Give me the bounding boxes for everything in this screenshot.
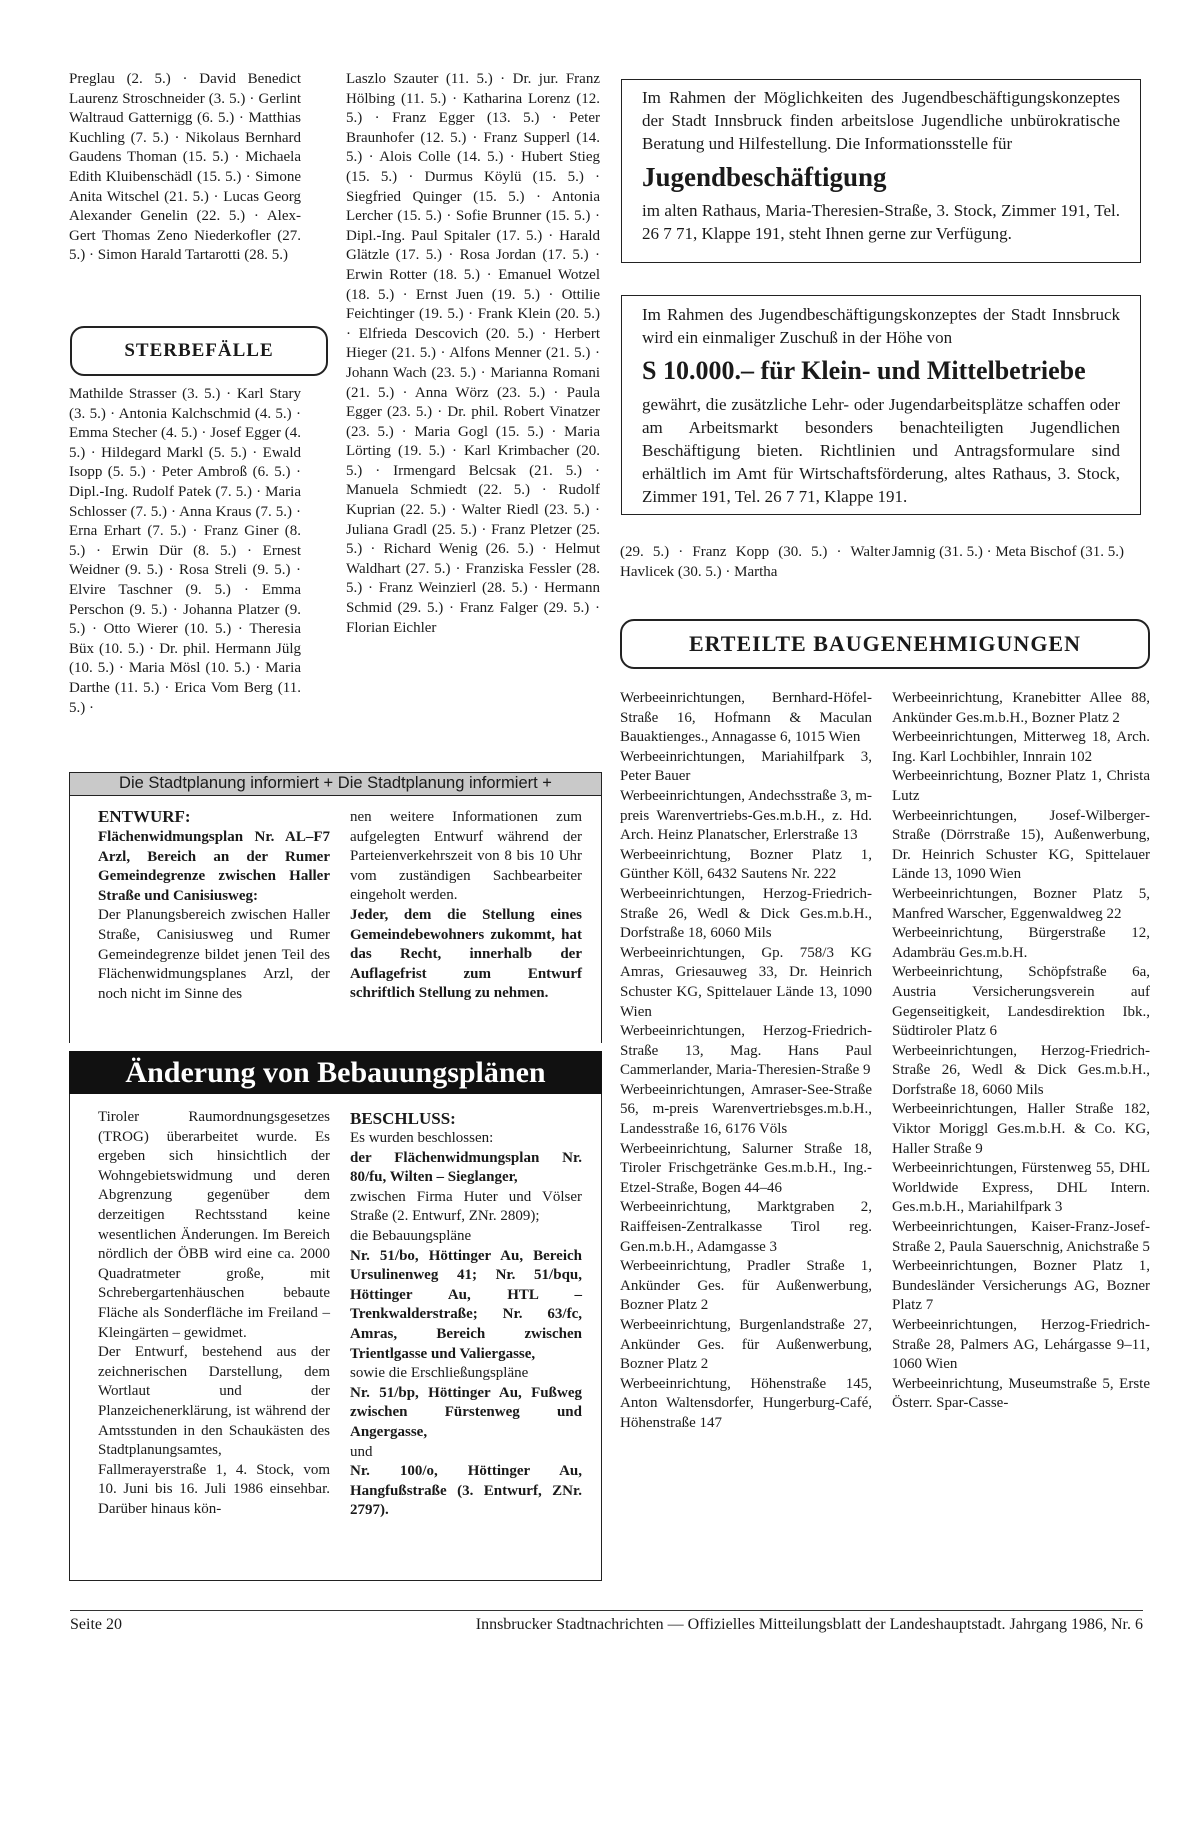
- list-item: Werbeeinrichtung, Bozner Platz 1, Christa Lutz: [892, 768, 1150, 804]
- sterbefaelle-heading: STERBEFÄLLE: [70, 326, 328, 376]
- entwurf-bold: Flächenwidmungsplan Nr. AL–F7 Arzl, Bereich an der Rumer Gemeindegrenze zwischen Haller Straße und Canisiusweg:: [98, 829, 330, 904]
- list-item: Werbeeinrichtungen, Herzog-Friedrich-Straße 26, Wedl & Dick Ges.m.b.H., Dorfstraße 18, 6060 Mils: [892, 1042, 1150, 1098]
- aenderung-text-2: Der Entwurf, bestehend aus der zeichnerischen Darstellung, dem Wortlaut und der Planzeichenerklärung, ist während der Amtsstunden in den Schaukästen des Stadtplanungsamtes, Fallmerayerstraße 1, 4. Stock, vom 10. Juni bis 16. Juli 1986 einsehbar. Darüber hinaus kön-: [98, 1344, 330, 1517]
- box1-details: im alten Rathaus, Maria-Theresien-Straße, 3. Stock, Zimmer 191, Tel. 26 7 71, Klappe 191, steht Ihnen gerne zur Verfügung.: [642, 201, 1120, 243]
- list-item: Werbeeinrichtung, Höhenstraße 145, Anton Waltensdorfer, Hungerburg-Café, Höhenstraße 147: [620, 1375, 872, 1431]
- list-item: Werbeeinrichtung, Salurner Straße 18, Tiroler Frischgetränke Ges.m.b.H., Ing.-Etzel-Straße, Bogen 44–46: [620, 1140, 872, 1196]
- list-item: Werbeeinrichtungen, Haller Straße 182, Viktor Moriggl Ges.m.b.H. & Co. KG, Haller Straße 9: [892, 1101, 1150, 1157]
- list-item: Werbeeinrichtungen, Mitterweg 18, Arch. Ing. Karl Lochbihler, Innrain 102: [892, 729, 1150, 765]
- list-item: Werbeeinrichtungen, Herzog-Friedrich-Straße 26, Wedl & Dick Ges.m.b.H., Dorfstraße 18, 6060 Mils: [620, 885, 872, 942]
- list-item: Werbeeinrichtungen, Herzog-Friedrich-Straße 13, Mag. Hans Paul Cammerlander, Maria-Theresien-Straße 9: [620, 1023, 872, 1079]
- list-item: Werbeeinrichtungen, Amraser-See-Straße 56, m-preis Warenvertriebsges.m.b.H., Landesstraße 16, 6176 Völs: [620, 1081, 872, 1138]
- box1-headline: Jugendbeschäftigung: [642, 162, 887, 192]
- deaths-text-2: Laszlo Szauter (11. 5.) · Dr. jur. Franz Hölbing (11. 5.) · Katharina Lorenz (12. 5.) · Franz Egger (13. 5.) · Peter Braunhofer (12. 5.) · Franz Supperl (14. 5.) · Alois Colle (14. 5.) · Hubert Stieg (15. 5.) · Durmus Köylü (15. 5.) · Siegfried Quinger (15. 5.) · Antonia Lercher (15. 5.) · Sofie Brunner (15. 5.) · Dipl.-Ing. Paul Spitaler (17. 5.) · Harald Glätzle (17. 5.) · Rosa Jordan (17. 5.) · Erwin Rotter (18. 5.) · Emanuel Wotzel (18. 5.) · Ernst Juen (19. 5.) · Ottilie Feichtinger (19. 5.) · Frank Klein (20. 5.) · Elfrieda Descovich (20. 5.) · Herbert Hieger (21. 5.) · Alfons Menner (21. 5.) · Johann Wach (23. 5.) · Marianna Romani (21. 5.) · Anna Wörz (23. 5.) · Paula Egger (23. 5.) · Dr. phil. Robert Vinatzer (23. 5.) · Maria Gogl (15. 5.) · Maria Lörting (19. 5.) · Karl Krimbacher (20. 5.) · Irmengard Belcsak (21. 5.) · Manuela Schmiedt (22. 5.) · Rudolf Kuprian (22. 5.) · Walter Riedl (23. 5.) · Juliana Gradl (25. 5.) · Franz Pletzer (25. 5.) · Richard Wenig (26. 5.) · Helmut Waldhart (27. 5.) · Franziska Fessler (28. 5.) · Franz Weinzierl (28. 5.) · Hermann Schmid (29. 5.) · Franz Falger (29. 5.) · Florian Eichler: [346, 71, 600, 636]
- deaths-column-1: [69, 385, 301, 718]
- jugendbeschaeftigung-box: [621, 79, 1141, 263]
- deaths-text-1: Mathilde Strasser (3. 5.) · Karl Stary (3. 5.) · Antonia Kalchschmid (4. 5.) · Emma Stecher (4. 5.) · Josef Egger (4. 5.) · Hildegard Markl (5. 5.) · Ewald Isopp (5. 5.) · Peter Ambroß (6. 5.) · Dipl.-Ing. Rudolf Patek (7. 5.) · Maria Schlosser (7. 5.) · Anna Kraus (7. 5.) · Erna Erhart (7. 5.) · Franz Giner (8. 5.) · Erwin Dür (8. 5.) · Ernest Weidner (9. 5.) · Rosa Streli (9. 5.) · Elvire Taschner (9. 5.) · Emma Perschon (9. 5.) · Johanna Platzer (9. 5.) · Otto Wierer (10. 5.) · Theresia Büx (10. 5.) · Dr. phil. Hermann Jülg (10. 5.) · Maria Mösl (10. 5.) · Maria Darthe (11. 5.) · Erica Vom Berg (11. 5.) ·: [69, 386, 301, 716]
- page-number: Seite 20: [70, 1616, 122, 1633]
- deaths-column-2: [346, 70, 600, 638]
- stadtplanung-banner: Die Stadtplanung informiert + Die Stadtplanung informiert +: [69, 772, 602, 796]
- aenderung-banner: Änderung von Bebauungsplänen: [69, 1051, 602, 1094]
- births-column-1: [69, 70, 301, 266]
- deaths-continuation-a: (29. 5.) · Franz Kopp (30. 5.) · Walter Havlicek (30. 5.) · Martha: [620, 544, 890, 580]
- box2-intro: Im Rahmen des Jugendbeschäftigungskonzeptes der Stadt Innsbruck wird ein einmaliger Zuschuß in der Höhe von: [642, 305, 1120, 347]
- list-item: Werbeeinrichtungen, Bozner Platz 5, Manfred Warscher, Eggenwaldweg 22: [892, 885, 1150, 922]
- list-item: Werbeeinrichtung, Kranebitter Allee 88, Ankünder Ges.m.b.H., Bozner Platz 2: [892, 690, 1150, 726]
- box2-headline: S 10.000.– für Klein- und Mittelbetriebe: [642, 356, 1086, 385]
- aenderung-text: Tiroler Raumordnungsgesetzes (TROG) überarbeitet wurde. Es ergeben sich hinsichtlich der Wohngebietswidmung und deren Abgrenzung gegenüber dem derzeitigen Rechtsstand keine wesentlichen Änderungen. Im Bereich nördlich der ÖBB wird eine ca. 2000 Quadratmeter große, mit Schrebergartenhäuschen bebaute Fläche als Sonderfläche im Freiland – Kleingärten – gewidmet.: [98, 1109, 330, 1341]
- list-item: Werbeeinrichtungen, Bozner Platz 1, Bundesländer Versicherungs AG, Bozner Platz 7: [892, 1258, 1150, 1314]
- permits-column-left: [620, 689, 872, 1434]
- entwurf-text-b: nen weitere Informationen zum aufgelegten Entwurf während der Parteienverkehrszeit von 8 bis 10 Uhr vom zuständigen Sachbearbeiter eingeholt werden.: [350, 809, 582, 904]
- aenderung-left: [98, 1108, 330, 1519]
- list-item: Werbeeinrichtung, Bozner Platz 1, Günther Köll, 6432 Sautens Nr. 222: [620, 846, 872, 883]
- list-item: Werbeeinrichtung, Schöpfstraße 6a, Austria Versicherungsverein auf Gegenseitigkeit, Landesdirektion Ibk., Südtiroler Platz 6: [892, 964, 1150, 1040]
- footer-rule: [70, 1610, 1143, 1611]
- publication-title: Innsbrucker Stadtnachrichten — Offizielles Mitteilungsblatt der Landeshauptstadt. Jahrgang 1986, Nr. 6: [475, 1616, 1143, 1633]
- entwurf-right: [350, 808, 582, 1004]
- entwurf-left: [98, 806, 330, 1004]
- list-item: Werbeeinrichtungen, Fürstenweg 55, DHL Worldwide Express, DHL Intern. Ges.m.b.H., Mariahilfpark 3: [892, 1160, 1150, 1216]
- entwurf-text-a: Der Planungsbereich zwischen Haller Straße, Canisiusweg und Rumer Gemeindegrenze bildet jenen Teil des Flächenwidmungsplanes Arzl, der noch nicht im Sinne des: [98, 907, 330, 1002]
- list-item: Werbeeinrichtungen, Kaiser-Franz-Josef-Straße 2, Paula Sauerschnig, Anichstraße 5: [892, 1219, 1150, 1255]
- list-item: Werbeeinrichtungen, Mariahilfpark 3, Peter Bauer: [620, 748, 872, 785]
- entwurf-text-b-bold: Jeder, dem die Stellung eines Gemeindebewohners zukommt, hat das Recht, innerhalb der Auflagefrist zum Entwurf schriftlich Stellung zu nehmen.: [350, 906, 582, 1002]
- list-item: Werbeeinrichtungen, Josef-Wilberger-Straße (Dörrstraße 15), Außenwerbung, Dr. Heinrich Schuster KG, Spittelauer Lände 13, 1090 Wien: [892, 807, 1150, 883]
- list-item: Werbeeinrichtungen, Herzog-Friedrich-Straße 28, Palmers AG, Lehárgasse 9–11, 1060 Wien: [892, 1317, 1150, 1373]
- list-item: Werbeeinrichtungen, Andechsstraße 3, m-preis Warenvertriebs-Ges.m.b.H., z. Hd. Arch. Heinz Planatscher, Erlerstraße 13: [620, 787, 872, 844]
- beschluss-column: BESCHLUSS: Es wurden beschlossen: der Flächenwidmungsplan Nr. 80/fu, Wilten – Sieglanger, zwischen Firma Huter und Völser Straße (2. Entwurf, ZNr. 2809); die Bebauungspläne Nr. 51/bo, Höttinger Au, Bereich Ursulinenweg 41; Nr. 51/bqu, Höttinger Au, HTL – Trenkwalderstraße; Nr. 63/fc, Amras, Bereich zwischen Trientlgasse und Valiergasse, sowie die Erschließungspläne Nr. 51/bp, Höttinger Au, Fußweg zwischen Fürstenweg und Angergasse, und Nr. 100/o, Höttinger Au, Hangfußstraße (3. Entwurf, ZNr. 2797).: [350, 1109, 582, 1519]
- list-item: Werbeeinrichtung, Bürgerstraße 12, Adambräu Ges.m.b.H.: [892, 925, 1150, 961]
- list-item: Werbeeinrichtung, Burgenlandstraße 27, Ankünder Ges. für Außenwerbung, Bozner Platz 2: [620, 1317, 872, 1373]
- baugenehmigungen-heading: ERTEILTE BAUGENEHMIGUNGEN: [620, 619, 1150, 669]
- permits-column-right: [892, 689, 1150, 1414]
- entwurf-heading: ENTWURF:: [98, 807, 191, 826]
- list-item: Werbeeinrichtungen, Bernhard-Höfel-Straße 16, Hofmann & Maculan Bauaktienges., Annagasse 6, 1015 Wien: [620, 690, 872, 746]
- box1-intro: Im Rahmen der Möglichkeiten des Jugendbeschäftigungskonzeptes der Stadt Innsbruck finden arbeitslose Jugendliche unbürokratische Beratung und Hilfestellung. Die Informationsstelle für: [642, 88, 1120, 153]
- list-item: Werbeeinrichtungen, Gp. 758/3 KG Amras, Griesauweg 33, Dr. Heinrich Schuster KG, Spittelauer Lände 13, 1090 Wien: [620, 944, 872, 1020]
- deaths-continuation-b: Jamnig (31. 5.) · Meta Bischof (31. 5.): [892, 544, 1125, 560]
- box2-details: gewährt, die zusätzliche Lehr- oder Jugendarbeitsplätze schaffen oder am Arbeitsmarkt besonders benachteiligten Jugendlichen Beschäftigung bieten. Richtlinien und Antragsformulare sind erhältlich im Amt für Wirtschaftsförderung, altes Rathaus, 3. Stock, Zimmer 191, Tel. 26 7 71, Klappe 191.: [642, 395, 1120, 506]
- footer: [70, 1614, 1143, 1636]
- list-item: Werbeeinrichtung, Pradler Straße 1, Ankünder Ges. für Außenwerbung, Bozner Platz 2: [620, 1258, 872, 1314]
- list-item: Werbeeinrichtung, Marktgraben 2, Raiffeisen-Zentralkasse Tirol reg. Gen.m.b.H., Adamgasse 3: [620, 1199, 872, 1255]
- beschluss-heading: BESCHLUSS:: [350, 1109, 456, 1128]
- list-item: Werbeeinrichtung, Museumstraße 5, Erste Österr. Spar-Casse-: [892, 1375, 1150, 1412]
- births-text: Preglau (2. 5.) · David Benedict Laurenz Stroschneider (3. 5.) · Gerlint Waltraud Gatternigg (6. 5.) · Matthias Kuchling (7. 5.) · Nikolaus Bernhard Gaudens Thoman (15. 5.) · Michaela Edith Kluibenschädl (15. 5.) · Simone Anita Witschel (21. 5.) · Lucas Georg Alexander Genelin (22. 5.) · Alex-Gert Thomas Zeno Niederkofler (27. 5.) · Simon Harald Tartarotti (28. 5.): [69, 71, 301, 264]
- zuschuss-box: [621, 295, 1141, 515]
